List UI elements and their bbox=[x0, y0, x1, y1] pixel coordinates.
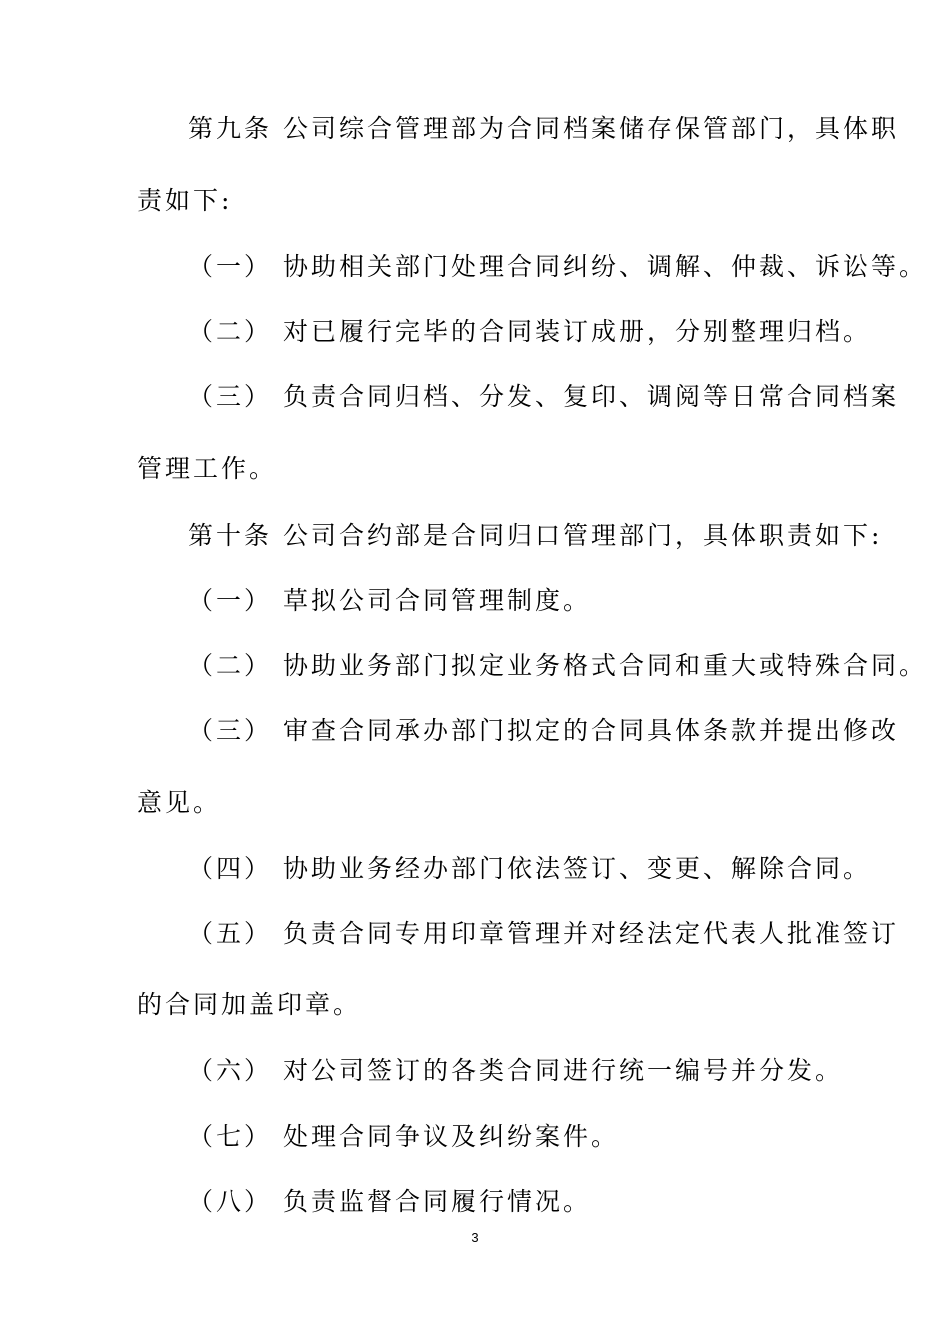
article-10-item-8: （八） 负责监督合同履行情况。 bbox=[188, 1187, 591, 1216]
article-10-item-3-line-1: （三） 审查合同承办部门拟定的合同具体条款并提出修改 bbox=[188, 716, 899, 745]
article-10-item-1: （一） 草拟公司合同管理制度。 bbox=[188, 586, 591, 615]
article-10-item-7: （七） 处理合同争议及纠纷案件。 bbox=[188, 1122, 619, 1151]
article-10-heading: 第十条 公司合约部是合同归口管理部门，具体职责如下: bbox=[188, 521, 883, 550]
article-9-line-2: 责如下: bbox=[137, 186, 233, 215]
article-10-item-2: （二） 协助业务部门拟定业务格式合同和重大或特殊合同。 bbox=[188, 651, 927, 680]
article-9-item-3-line-1: （三） 负责合同归档、分发、复印、调阅等日常合同档案 bbox=[188, 382, 899, 411]
article-9-line-1: 第九条 公司综合管理部为合同档案储存保管部门，具体职 bbox=[188, 114, 899, 143]
article-10-item-3-line-2: 意见。 bbox=[137, 788, 222, 817]
article-9-item-1: （一） 协助相关部门处理合同纠纷、调解、仲裁、诉讼等。 bbox=[188, 252, 927, 281]
article-9-item-2: （二） 对已履行完毕的合同装订成册，分别整理归档。 bbox=[188, 317, 871, 346]
page-number: 3 bbox=[471, 1230, 479, 1245]
article-10-item-5-line-1: （五） 负责合同专用印章管理并对经法定代表人批准签订 bbox=[188, 919, 899, 948]
article-9-item-3-line-2: 管理工作。 bbox=[137, 454, 278, 483]
article-10-item-6: （六） 对公司签订的各类合同进行统一编号并分发。 bbox=[188, 1056, 843, 1085]
article-10-item-5-line-2: 的合同加盖印章。 bbox=[137, 990, 362, 1019]
article-10-item-4: （四） 协助业务经办部门依法签订、变更、解除合同。 bbox=[188, 854, 871, 883]
